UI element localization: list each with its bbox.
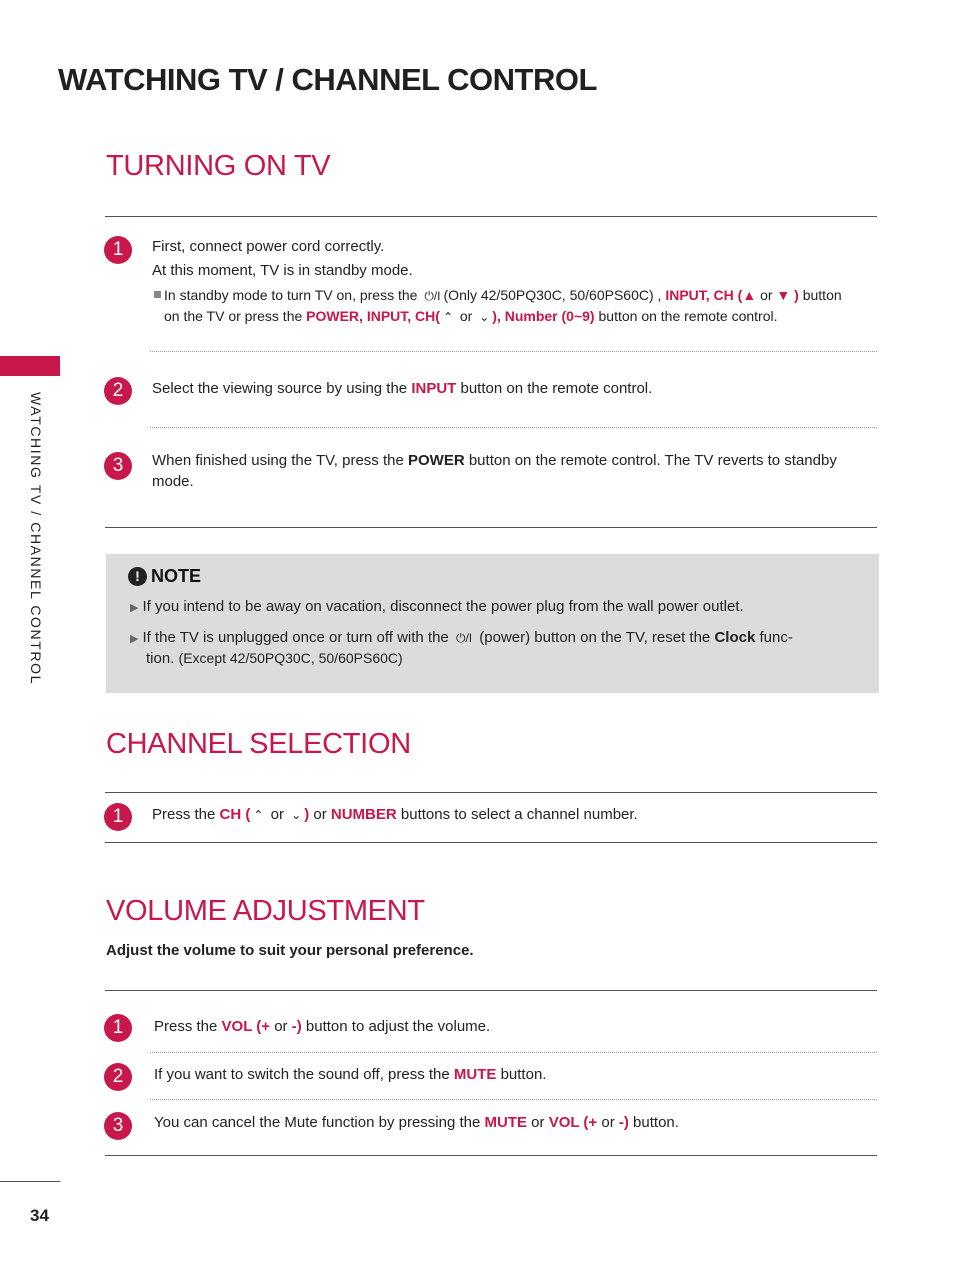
- power-icon: ⏻/I: [455, 631, 473, 645]
- key-label: INPUT, CH (▲: [665, 287, 757, 303]
- step-number-3: 3: [104, 1112, 132, 1140]
- triangle-bullet-icon: ▶: [130, 633, 139, 645]
- step-text: Press the VOL (+ or -) button to adjust the volume.: [154, 1018, 491, 1035]
- step-text: mode.: [152, 473, 194, 490]
- step-text: If you want to switch the sound off, press the MUTE button.: [154, 1066, 547, 1083]
- key-label: ): [304, 806, 310, 823]
- step-number-2: 2: [104, 377, 132, 405]
- note-heading: ! NOTE: [128, 566, 201, 587]
- exclamation-icon: !: [128, 567, 147, 586]
- divider: [105, 792, 877, 793]
- section-title-channel-selection: CHANNEL SELECTION: [106, 728, 411, 760]
- key-label: INPUT: [411, 380, 457, 397]
- key-label: ), Number (0~9): [492, 308, 595, 324]
- section-title-volume-adjustment: VOLUME ADJUSTMENT: [106, 895, 425, 927]
- divider: [105, 1155, 877, 1156]
- key-label: CH (: [219, 806, 251, 823]
- key-label: -): [618, 1114, 629, 1131]
- step-number-3: 3: [104, 452, 132, 480]
- step-number-1: 1: [104, 236, 132, 264]
- key-label: VOL (+: [548, 1114, 598, 1131]
- side-tab-marker: [0, 356, 60, 376]
- step-subnote: In standby mode to turn TV on, press the ⏻/I (Only 42/50PQ30C, 50/60PS60C) , INPUT, CH (▲ or ▼ ) button: [154, 285, 842, 307]
- key-label: VOL (+: [221, 1018, 271, 1035]
- section-title-turning-on-tv: TURNING ON TV: [106, 150, 331, 182]
- divider: [105, 990, 877, 991]
- bullet-icon: [154, 291, 161, 298]
- triangle-bullet-icon: ▶: [130, 602, 139, 614]
- dotted-divider: [150, 427, 877, 428]
- key-label: POWER: [408, 452, 465, 469]
- step-text: You can cancel the Mute function by pressing the MUTE or VOL (+ or -) button.: [154, 1114, 679, 1131]
- note-item-continued: tion. (Except 42/50PQ30C, 50/60PS60C): [146, 650, 403, 667]
- step-text: At this moment, TV is in standby mode.: [152, 262, 413, 279]
- divider: [105, 842, 877, 843]
- key-label: ▼ ): [776, 287, 799, 303]
- power-icon: ⏻/I: [424, 289, 441, 303]
- step-number-1: 1: [104, 1014, 132, 1042]
- note-box: [106, 554, 879, 693]
- dotted-divider: [150, 1052, 877, 1053]
- chevron-down-icon: ⌄: [291, 808, 302, 822]
- key-label: Clock: [714, 629, 756, 646]
- footer-divider: [0, 1181, 60, 1182]
- step-subnote: on the TV or press the POWER, INPUT, CH( ⌃ or ⌄ ), Number (0~9) button on the remote control.: [164, 306, 778, 328]
- key-label: MUTE: [453, 1066, 497, 1083]
- chevron-down-icon: ⌄: [479, 310, 490, 324]
- key-label: -): [291, 1018, 302, 1035]
- side-section-label: WATCHING TV / CHANNEL CONTROL: [28, 392, 44, 685]
- step-number-2: 2: [104, 1063, 132, 1091]
- note-item: ▶ If the TV is unplugged once or turn off with the ⏻/I (power) button on the TV, reset the Clock func-: [130, 627, 793, 650]
- step-text: Press the CH ( ⌃ or ⌄ ) or NUMBER buttons to select a channel number.: [152, 804, 638, 826]
- key-label: POWER, INPUT, CH(: [306, 308, 440, 324]
- step-text: First, connect power cord correctly.: [152, 238, 385, 255]
- key-label: MUTE: [484, 1114, 527, 1131]
- chevron-up-icon: ⌃: [253, 808, 264, 822]
- note-item: ▶ If you intend to be away on vacation, disconnect the power plug from the wall power outlet.: [130, 598, 744, 615]
- step-text: When finished using the TV, press the POWER button on the remote control. The TV reverts to standby: [152, 452, 837, 469]
- page-number: 34: [30, 1206, 49, 1225]
- step-number-1: 1: [104, 803, 132, 831]
- divider: [105, 216, 877, 217]
- page-title: WATCHING TV / CHANNEL CONTROL: [58, 62, 597, 97]
- chevron-up-icon: ⌃: [442, 310, 453, 324]
- divider: [105, 527, 877, 528]
- section-subtitle: Adjust the volume to suit your personal preference.: [106, 942, 474, 959]
- dotted-divider: [150, 351, 877, 352]
- dotted-divider: [150, 1099, 877, 1100]
- step-text: Select the viewing source by using the INPUT button on the remote control.: [152, 380, 653, 397]
- key-label: NUMBER: [330, 806, 397, 823]
